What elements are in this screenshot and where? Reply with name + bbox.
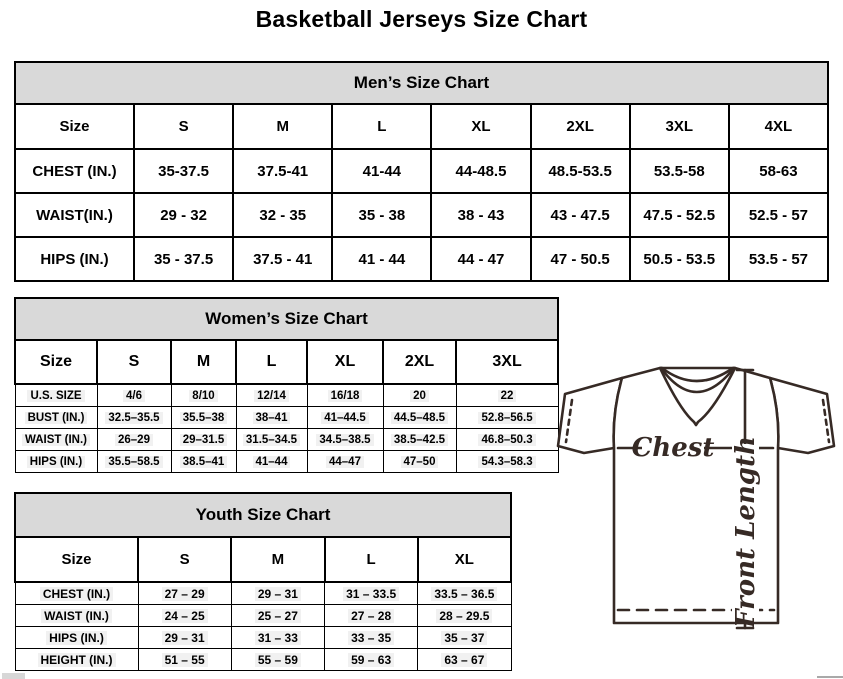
column-header: XL <box>307 340 383 384</box>
cell: 44.5–48.5 <box>383 407 456 429</box>
row-label: HEIGHT (IN.) <box>15 649 138 671</box>
cell: 28 – 29.5 <box>418 605 511 627</box>
cell: 35-37.5 <box>134 149 233 193</box>
cell: 29 – 31 <box>231 582 324 605</box>
table-row <box>15 627 511 649</box>
cell: 47 - 50.5 <box>531 237 630 281</box>
cell: 35 - 37.5 <box>134 237 233 281</box>
column-header: S <box>134 104 233 149</box>
cell: 41 - 44 <box>332 237 431 281</box>
cell: 52.5 - 57 <box>729 193 828 237</box>
cell: 58-63 <box>729 149 828 193</box>
cell: 8/10 <box>171 384 236 407</box>
column-header: 2XL <box>531 104 630 149</box>
cell: 48.5-53.5 <box>531 149 630 193</box>
column-header: XL <box>418 537 511 582</box>
cell: 35.5–58.5 <box>97 451 171 473</box>
column-header: L <box>236 340 307 384</box>
column-header: 4XL <box>729 104 828 149</box>
cell: 52.8–56.5 <box>456 407 558 429</box>
row-label: HIPS (IN.) <box>15 627 138 649</box>
cell: 50.5 - 53.5 <box>630 237 729 281</box>
column-header: Size <box>15 104 134 149</box>
row-label: WAIST(IN.) <box>15 193 134 237</box>
cell: 59 – 63 <box>325 649 418 671</box>
cell: 37.5 - 41 <box>233 237 332 281</box>
cell: 47.5 - 52.5 <box>630 193 729 237</box>
cell: 33 – 35 <box>325 627 418 649</box>
cell: 55 – 59 <box>231 649 324 671</box>
row-label: CHEST (IN.) <box>15 149 134 193</box>
cell: 16/18 <box>307 384 383 407</box>
table-row <box>15 407 558 429</box>
cell: 47–50 <box>383 451 456 473</box>
cell: 32 - 35 <box>233 193 332 237</box>
mens-chart-title: Men’s Size Chart <box>15 62 828 104</box>
row-label: WAIST (IN.) <box>15 605 138 627</box>
cell: 22 <box>456 384 558 407</box>
cell: 53.5 - 57 <box>729 237 828 281</box>
cell: 41–44.5 <box>307 407 383 429</box>
cell: 35 – 37 <box>418 627 511 649</box>
youth-size-chart-table <box>14 492 512 671</box>
cell: 29 – 31 <box>138 627 231 649</box>
table-row <box>15 451 558 473</box>
cell: 35.5–38 <box>171 407 236 429</box>
table-row <box>15 193 828 237</box>
row-label: CHEST (IN.) <box>15 582 138 605</box>
column-header: Size <box>15 340 97 384</box>
cell: 29 - 32 <box>134 193 233 237</box>
row-label: U.S. SIZE <box>15 384 97 407</box>
cell: 37.5-41 <box>233 149 332 193</box>
cell: 27 – 29 <box>138 582 231 605</box>
cell: 25 – 27 <box>231 605 324 627</box>
left-sleeve-outline <box>558 378 622 453</box>
cell: 41–44 <box>236 451 307 473</box>
column-header: 3XL <box>630 104 729 149</box>
cell: 20 <box>383 384 456 407</box>
cell: 63 – 67 <box>418 649 511 671</box>
column-header: L <box>332 104 431 149</box>
cell: 31 – 33 <box>231 627 324 649</box>
cell: 53.5-58 <box>630 149 729 193</box>
cell: 38–41 <box>236 407 307 429</box>
womens-chart-title: Women’s Size Chart <box>15 298 558 340</box>
cell: 44-48.5 <box>431 149 530 193</box>
table-row <box>15 537 511 582</box>
cell: 43 - 47.5 <box>531 193 630 237</box>
table-row <box>15 149 828 193</box>
column-header: S <box>138 537 231 582</box>
column-header: S <box>97 340 171 384</box>
table-row <box>15 582 511 605</box>
cell: 26–29 <box>97 429 171 451</box>
cell: 41-44 <box>332 149 431 193</box>
cell: 32.5–35.5 <box>97 407 171 429</box>
chest-label: Chest <box>631 433 715 463</box>
cell: 54.3–58.3 <box>456 451 558 473</box>
table-row <box>15 429 558 451</box>
table-row <box>15 649 511 671</box>
cell: 38.5–41 <box>171 451 236 473</box>
cell: 31 – 33.5 <box>325 582 418 605</box>
horizontal-scrollbar-fragment[interactable] <box>817 676 843 678</box>
cell: 27 – 28 <box>325 605 418 627</box>
row-label: HIPS (IN.) <box>15 451 97 473</box>
jersey-measurement-diagram <box>552 358 843 679</box>
table-row <box>15 298 558 340</box>
cell: 44–47 <box>307 451 383 473</box>
cell: 24 – 25 <box>138 605 231 627</box>
table-row <box>15 340 558 384</box>
cell: 38.5–42.5 <box>383 429 456 451</box>
table-row <box>15 384 558 407</box>
row-label: WAIST (IN.) <box>15 429 97 451</box>
table-row <box>15 237 828 281</box>
table-row <box>15 493 511 537</box>
cell: 12/14 <box>236 384 307 407</box>
womens-size-chart-table <box>14 297 559 473</box>
cell: 44 - 47 <box>431 237 530 281</box>
page-title: Basketball Jerseys Size Chart <box>255 6 588 32</box>
row-label: HIPS (IN.) <box>15 237 134 281</box>
column-header: M <box>171 340 236 384</box>
column-header: XL <box>431 104 530 149</box>
column-header: M <box>231 537 324 582</box>
table-row <box>15 605 511 627</box>
column-header: 2XL <box>383 340 456 384</box>
column-header: Size <box>15 537 138 582</box>
cell: 29–31.5 <box>171 429 236 451</box>
table-row <box>15 104 828 149</box>
column-header: L <box>325 537 418 582</box>
cell: 34.5–38.5 <box>307 429 383 451</box>
table-row <box>15 62 828 104</box>
cell: 38 - 43 <box>431 193 530 237</box>
row-label: BUST (IN.) <box>15 407 97 429</box>
horizontal-scrollbar-thumb[interactable] <box>2 673 25 679</box>
column-header: 3XL <box>456 340 558 384</box>
youth-chart-title: Youth Size Chart <box>15 493 511 537</box>
cell: 4/6 <box>97 384 171 407</box>
mens-size-chart-table <box>14 61 829 282</box>
front-length-label: Front Length <box>731 436 761 628</box>
cell: 35 - 38 <box>332 193 431 237</box>
cell: 51 – 55 <box>138 649 231 671</box>
cell: 33.5 – 36.5 <box>418 582 511 605</box>
cell: 31.5–34.5 <box>236 429 307 451</box>
column-header: M <box>233 104 332 149</box>
cell: 46.8–50.3 <box>456 429 558 451</box>
